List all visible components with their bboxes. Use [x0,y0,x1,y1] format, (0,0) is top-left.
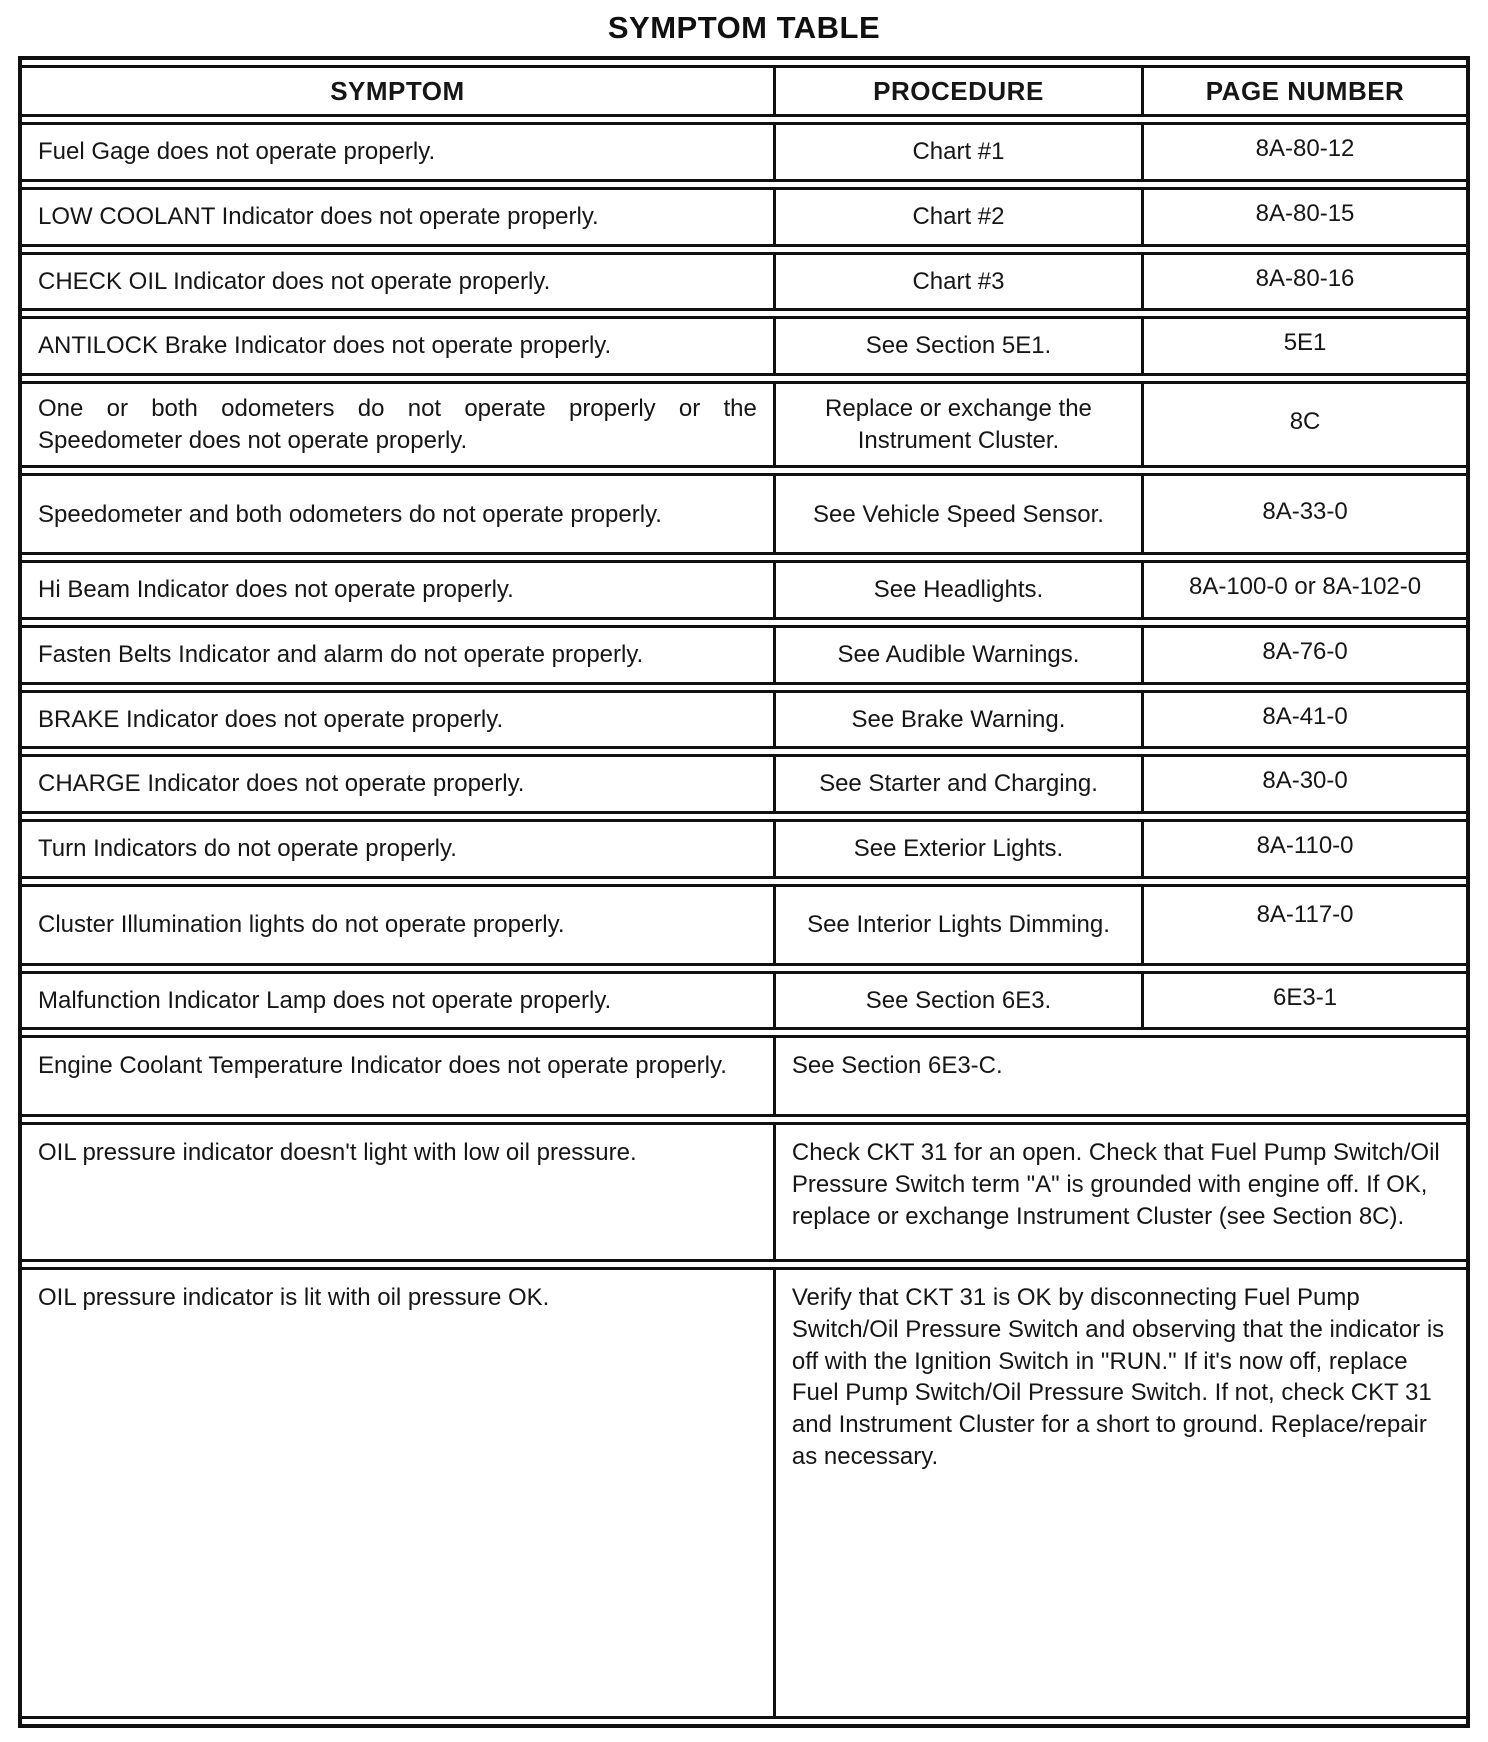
table-row [22,381,1466,468]
symptom-cell: Fasten Belts Indicator and alarm do not operate properly. [22,625,773,685]
header-procedure: PROCEDURE [773,65,1141,117]
symptom-cell: CHECK OIL Indicator does not operate properly. [22,252,773,312]
table-row [22,1267,1466,1719]
page-title: SYMPTOM TABLE [607,10,881,45]
page-number-cell: 8A-110-0 [1141,819,1466,879]
table-row [22,122,1466,182]
table-row [22,187,1466,247]
page-number-cell: 8C [1141,381,1466,468]
procedure-cell: Chart #3 [773,252,1141,312]
symptom-cell: OIL pressure indicator doesn't light with low oil pressure. [22,1122,773,1262]
symptom-cell: One or both odometers do not operate properly or the Speedometer does not operate properly. [22,381,773,468]
symptom-cell: CHARGE Indicator does not operate properly. [22,754,773,814]
symptom-cell: OIL pressure indicator is lit with oil pressure OK. [22,1267,773,1719]
table-row [22,625,1466,685]
symptom-cell: Speedometer and both odometers do not operate properly. [22,473,773,555]
procedure-cell: Chart #1 [773,122,1141,182]
symptom-cell: Cluster Illumination lights do not operate properly. [22,884,773,966]
procedure-cell: See Section 6E3. [773,971,1141,1031]
table-row [22,560,1466,620]
procedure-cell: See Starter and Charging. [773,754,1141,814]
page-number-cell: 8A-117-0 [1141,884,1466,966]
procedure-cell: See Audible Warnings. [773,625,1141,685]
page-number-cell: 8A-80-12 [1141,122,1466,182]
page-number-cell: 8A-76-0 [1141,625,1466,685]
procedure-cell: Chart #2 [773,187,1141,247]
table-row [22,754,1466,814]
table-row [22,1035,1466,1117]
header-page-number: PAGE NUMBER [1141,65,1466,117]
header-symptom: SYMPTOM [22,65,773,117]
table-header-row [22,65,1466,117]
table-row [22,971,1466,1031]
page-number-cell: 8A-30-0 [1141,754,1466,814]
table-row [22,884,1466,966]
table-row [22,819,1466,879]
procedure-cell: See Vehicle Speed Sensor. [773,473,1141,555]
page-number-cell: 8A-80-15 [1141,187,1466,247]
symptom-cell: Fuel Gage does not operate properly. [22,122,773,182]
procedure-cell: Verify that CKT 31 is OK by disconnecting Fuel Pump Switch/Oil Pressure Switch and observing that the indicator is off with the Ignition Switch in "RUN." If it's now off, replace Fuel Pump Switch/Oil Pressure Switch. If not, check CKT 31 and Instrument Cluster for a short to ground. Replace/repair as necessary. [773,1267,1466,1719]
procedure-cell: See Section 6E3-C. [773,1035,1466,1117]
table-row [22,252,1466,312]
symptom-cell: Engine Coolant Temperature Indicator does not operate properly. [22,1035,773,1117]
table-row [22,690,1466,750]
symptom-cell: ANTILOCK Brake Indicator does not operate properly. [22,316,773,376]
table-row [22,1122,1466,1262]
procedure-cell: See Interior Lights Dimming. [773,884,1141,966]
symptom-cell: BRAKE Indicator does not operate properly. [22,690,773,750]
procedure-cell: See Brake Warning. [773,690,1141,750]
page-number-cell: 8A-100-0 or 8A-102-0 [1141,560,1466,620]
table-frame [18,56,1470,1728]
table-row [22,473,1466,555]
symptom-cell: Turn Indicators do not operate properly. [22,819,773,879]
procedure-cell: Check CKT 31 for an open. Check that Fuel Pump Switch/Oil Pressure Switch term "A" is grounded with engine off. If OK, replace or exchange Instrument Cluster (see Section 8C). [773,1122,1466,1262]
page-number-cell: 8A-33-0 [1141,473,1466,555]
page-number-cell: 5E1 [1141,316,1466,376]
procedure-cell: See Section 5E1. [773,316,1141,376]
symptom-cell: LOW COOLANT Indicator does not operate properly. [22,187,773,247]
procedure-cell: See Headlights. [773,560,1141,620]
procedure-cell: Replace or exchange the Instrument Cluster. [773,381,1141,468]
procedure-cell: See Exterior Lights. [773,819,1141,879]
symptom-cell: Malfunction Indicator Lamp does not operate properly. [22,971,773,1031]
page-number-cell: 8A-80-16 [1141,252,1466,312]
symptom-table [22,60,1466,1724]
table-row [22,316,1466,376]
page-number-cell: 8A-41-0 [1141,690,1466,750]
symptom-cell: Hi Beam Indicator does not operate properly. [22,560,773,620]
page-number-cell: 6E3-1 [1141,971,1466,1031]
